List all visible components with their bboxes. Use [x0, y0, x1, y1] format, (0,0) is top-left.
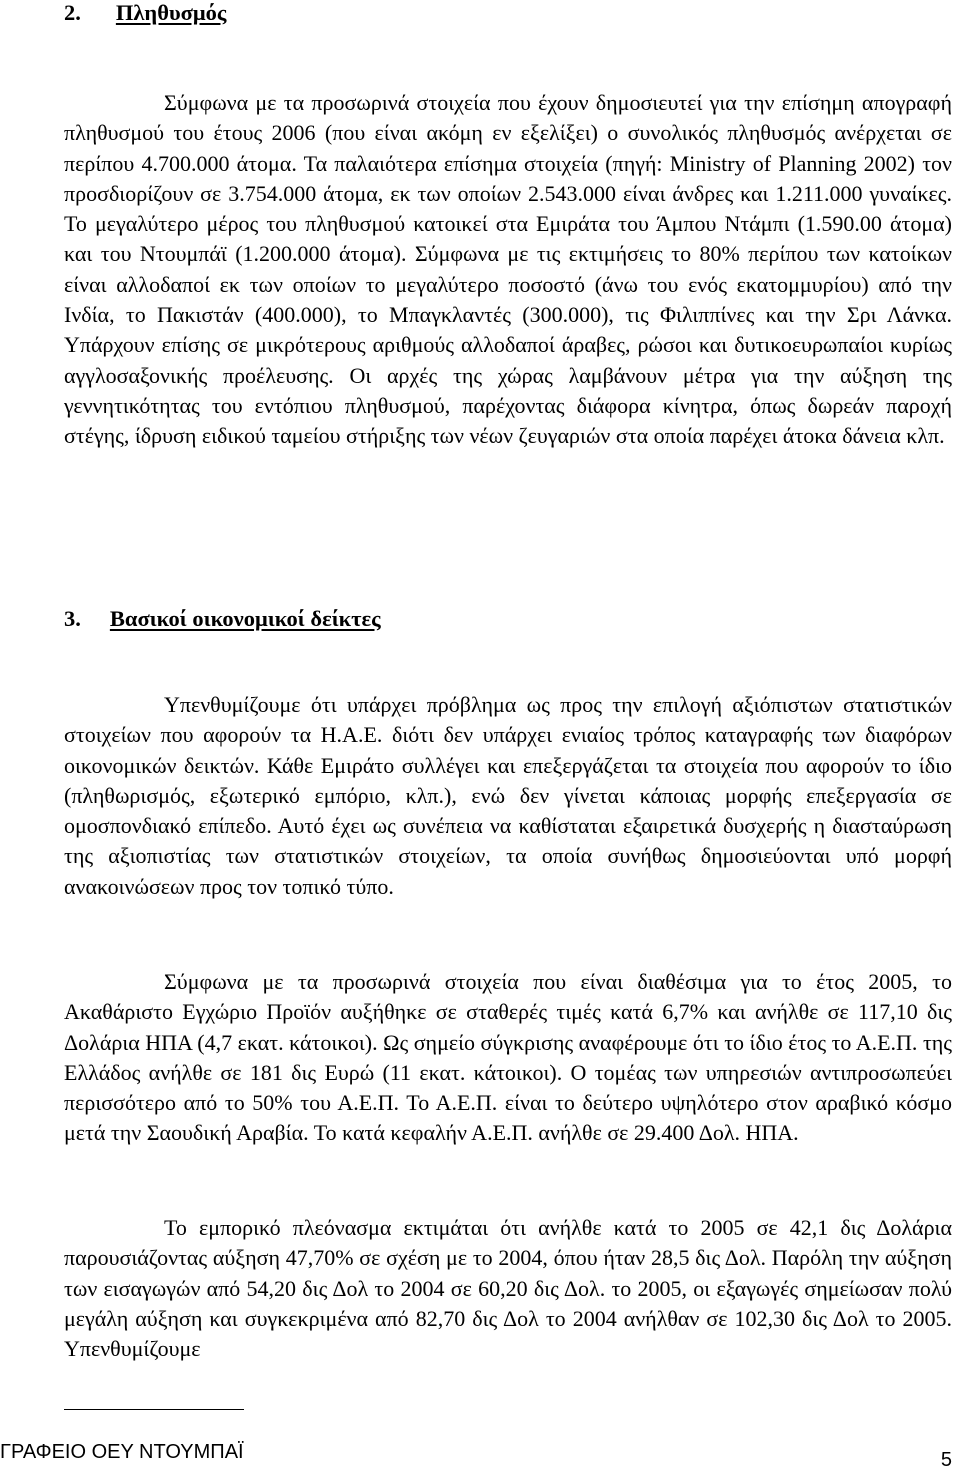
trade-surplus-paragraph: Το εμπορικό πλεόνασμα εκτιμάται ότι ανήλθε κατά το 2005 σε 42,1 δις Δολάρια παρουσιάζοντας αύξηση 47,70% σε σχέση με το 2004, όπου ήταν 28,5 δις Δολ. Παρόλη την αύξηση των εισαγωγών από 54,20 δις Δολ το 2004 σε 60,20 δις Δολ. το 2005, οι εξαγωγές σημείωσαν πολύ μεγάλη αύξηση και συγκεκριμένα από 82,70 δις Δολ το 2004 ανήλθαν σε 102,30 δις Δολ το 2005. Υπενθυμίζουμε: [64, 1215, 952, 1362]
gdp-paragraph: Σύμφωνα με τα προσωρινά στοιχεία που είναι διαθέσιμα για το έτος 2005, το Ακαθάριστο Εγχώριο Προϊόν αυξήθηκε σε σταθερές τιμές κατά 6,7% και ανήλθε σε 117,10 δις Δολάρια ΗΠΑ (4,7 εκατ. κάτοικοι). Ως σημείο σύγκρισης αναφέρουμε ότι το ίδιο έτος το Α.Ε.Π. της Ελλάδος ανήλθε σε 181 δις Ευρώ (11 εκατ. κάτοικοι). Ο τομέας των υπηρεσιών αντιπροσωπεύει περισσότερο από το 50% του Α.Ε.Π. Το Α.Ε.Π. είναι το δεύτερο υψηλότερο στον αραβικό κόσμο μετά την Σαουδική Αραβία. Το κατά κεφαλήν Α.Ε.Π. ανήλθε σε 29.400 Δολ. ΗΠΑ.: [64, 969, 952, 1146]
statistics-reliability-paragraph: Υπενθυμίζουμε ότι υπάρχει πρόβλημα ως προς την επιλογή αξιόπιστων στατιστικών στοιχείων που αφορούν τα Η.Α.Ε. διότι δεν υπάρχει ενιαίος τρόπος καταγραφής των διαφόρων οικονομικών δεικτών. Κάθε Εμιράτο συλλέγει και επεξεργάζεται τα στοιχεία που αφορούν το ίδιο (πληθωρισμός, εξωτερικό εμπόριο, κλπ.), ενώ δεν γίνεται κάποιας μορφής επεξεργασία σε ομοσπονδιακό επίπεδο. Αυτό έχει ως συνέπεια να καθίσταται εξαιρετικά δυσχερής η διασταύρωση της αξιοπιστίας των στατιστικών στοιχείων, τα οποία συνήθως δημοσιεύονται υπό μορφή ανακοινώσεων προς τον τοπικό τύπο.: [64, 692, 952, 899]
footer-office-name: ΓΡΑΦΕΙΟ ΟΕΥ ΝΤΟΥΜΠΑΪ: [0, 1441, 244, 1463]
section-heading-population: [64, 0, 226, 26]
section-title: Πληθυσμός: [115, 0, 227, 25]
section-title: Βασικοί οικονομικοί δείκτες: [109, 606, 381, 631]
section-heading-economic-indicators: [64, 606, 381, 632]
population-paragraph: Σύμφωνα με τα προσωρινά στοιχεία που έχουν δημοσιευτεί για την επίσημη απογραφή πληθυσμού του έτους 2006 (που είναι ακόμη εν εξελίξει) ο συνολικός πληθυσμός ανέρχεται σε περίπου 4.700.000 άτομα. Τα παλαιότερα επίσημα στοιχεία (πηγή: Ministry of Planning 2002) τον προσδιορίζουν σε 3.754.000 άτομα, εκ των οποίων 2.543.000 είναι άνδρες και 1.211.000 γυναίκες. Το μεγαλύτερο μέρος του πληθυσμού κατοικεί στα Εμιράτα του Άμπου Ντάμπι (1.590.00 άτομα) και του Ντουμπάϊ (1.200.000 άτομα). Σύμφωνα με τις εκτιμήσεις το 80% περίπου των κατοίκων είναι αλλοδαποί εκ των οποίων το μεγαλύτερο ποσοστό (άνω του ενός εκατομμυρίου) από την Ινδία, το Πακιστάν (400.000), το Μπαγκλαντές (300.000), τις Φιλιππίνες και την Σρι Λάνκα. Υπάρχουν επίσης σε μικρότερους αριθμούς αλλοδαποί άραβες, ρώσοι και δυτικοευρωπαίοι κυρίως αγγλοσαξονικής προέλευσης. Οι αρχές της χώρας λαμβάνουν μέτρα για την αύξηση της γεννητικότητας του εντόπιου πληθυσμού, παρέχοντας διάφορα κίνητρα, όπως δωρεάν παροχή στέγης, ίδρυση ειδικού ταμείου στήριξης των νέων ζευγαριών στα οποία παρέχει άτοκα δάνεια κλπ.: [64, 90, 952, 449]
section-number: 3.: [64, 606, 81, 631]
section-number: 2.: [64, 0, 81, 25]
footer-divider: [64, 1409, 244, 1410]
page-number: 5: [940, 1449, 952, 1471]
